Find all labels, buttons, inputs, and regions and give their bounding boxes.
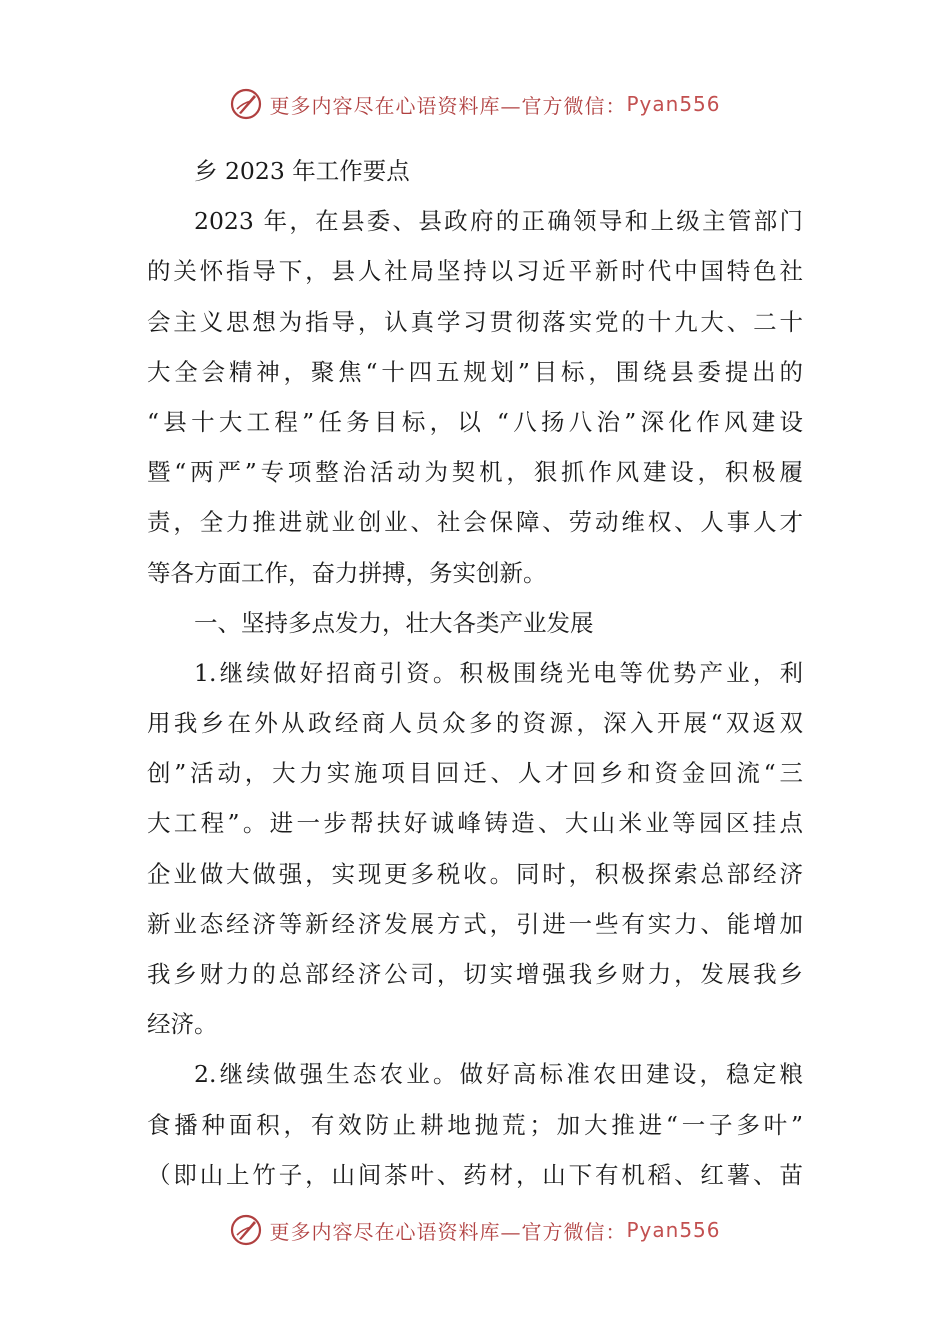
intro-line: 责，全力推进就业创业、社会保障、劳动维权、人事人才 xyxy=(147,508,803,537)
item2-line: 食播种面积，有效防止耕地抛荒；加大推进“一子多叶” xyxy=(147,1110,803,1139)
item1-line: 创”活动，大力实施项目回迁、人才回乡和资金回流“三 xyxy=(147,759,803,788)
watermark-text: 更多内容尽在心语资料库—官方微信： xyxy=(269,93,627,118)
intro-line: 暨“两严”专项整治活动为契机，狠抓作风建设，积极履 xyxy=(147,458,803,487)
intro-line: “县十大工程”任务目标，以 “八扬八治”深化作风建设 xyxy=(147,407,803,436)
watermark-wechat-id: Pyan556 xyxy=(626,1218,721,1242)
item2-line: 2.继续做强生态农业。做好高标准农田建设，稳定粮 xyxy=(194,1060,803,1089)
quill-logo-icon xyxy=(229,87,263,121)
item1-line: 用我乡在外从政经商人员众多的资源，深入开展“双返双 xyxy=(147,709,803,738)
item2-line: （即山上竹子，山间茶叶、药材，山下有机稻、红薯、苗 xyxy=(147,1160,803,1189)
item1-line: 我乡财力的总部经济公司，切实增强我乡财力，发展我乡 xyxy=(147,960,803,988)
watermark-text: 更多内容尽在心语资料库—官方微信： xyxy=(269,1219,627,1244)
intro-line: 的关怀指导下，县人社局坚持以习近平新时代中国特色社 xyxy=(147,257,803,286)
watermark-wechat-id: Pyan556 xyxy=(626,92,721,116)
intro-line: 大全会精神，聚焦“十四五规划”目标，围绕县委提出的 xyxy=(147,357,803,386)
intro-line: 等各方面工作，奋力拼搏，务实创新。 xyxy=(147,558,547,587)
quill-logo-icon xyxy=(229,1213,263,1247)
watermark-banner-bottom xyxy=(0,1208,950,1252)
item1-line: 企业做大做强，实现更多税收。同时，积极探索总部经济 xyxy=(147,859,803,888)
document-body xyxy=(147,146,803,1200)
watermark-banner-top xyxy=(0,82,950,126)
document-title: 乡 2023 年工作要点 xyxy=(194,157,410,185)
item1-line: 1.继续做好招商引资。积极围绕光电等优势产业，利 xyxy=(194,658,803,687)
item1-line: 经济。 xyxy=(147,1010,218,1039)
item1-line: 大工程”。进一步帮扶好诚峰铸造、大山米业等园区挂点 xyxy=(147,809,803,838)
intro-line: 2023 年，在县委、县政府的正确领导和上级主管部门 xyxy=(194,207,803,236)
section-heading: 一、坚持多点发力，壮大各类产业发展 xyxy=(194,608,594,637)
item1-line: 新业态经济等新经济发展方式，引进一些有实力、能增加 xyxy=(147,909,803,938)
intro-line: 会主义思想为指导，认真学习贯彻落实党的十九大、二十 xyxy=(147,307,803,336)
